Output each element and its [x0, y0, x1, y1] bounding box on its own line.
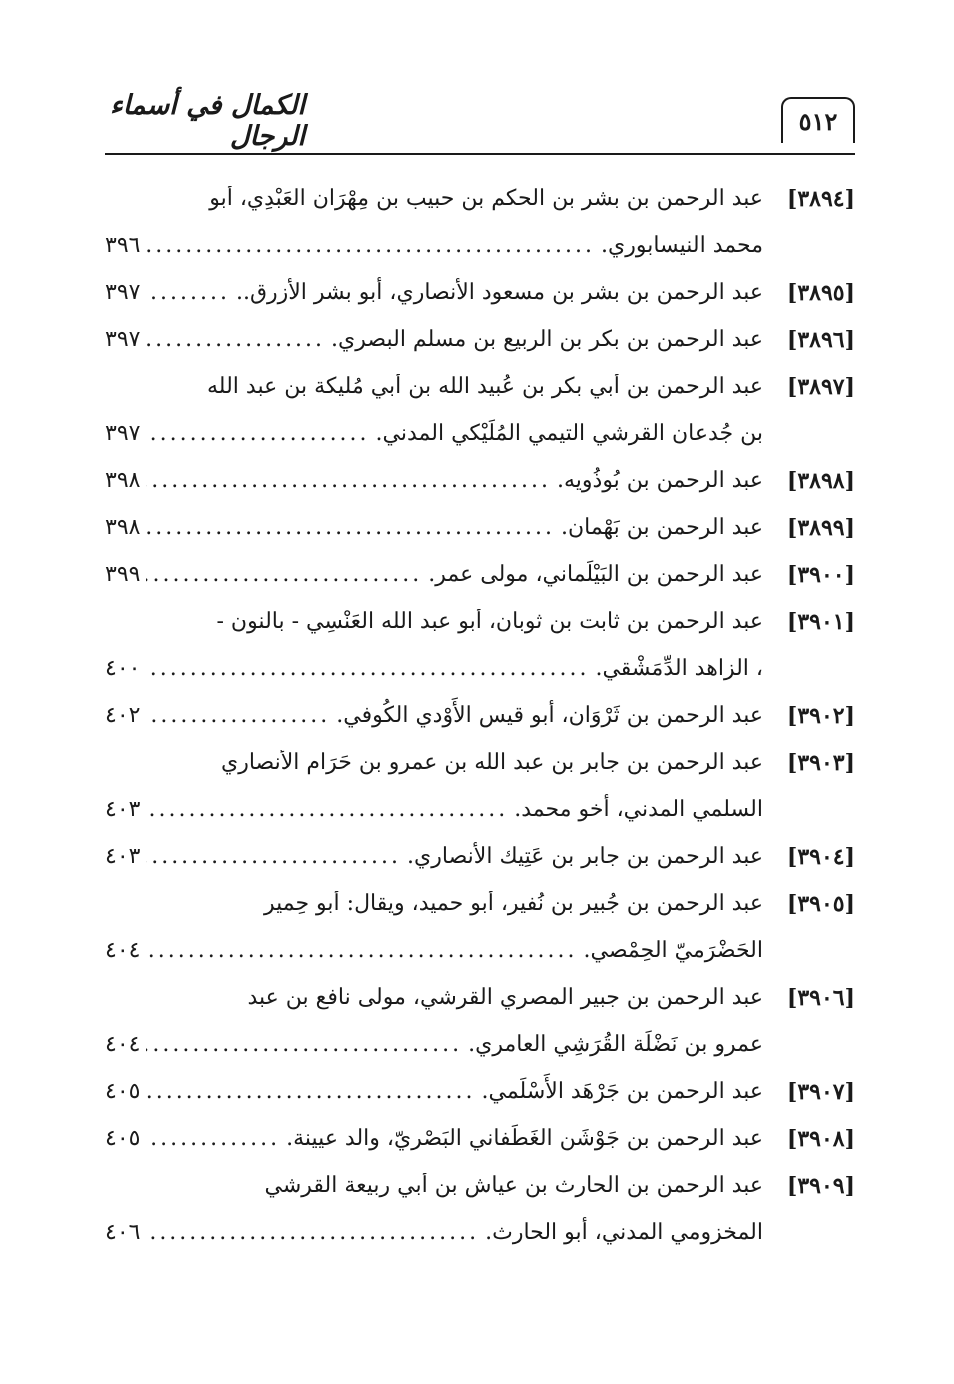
toc-line [105, 504, 855, 551]
dot-leader [146, 1220, 479, 1245]
toc-line [105, 739, 855, 786]
toc-line [105, 316, 855, 363]
entry-page-number: ٤٠٣ [105, 844, 141, 869]
dot-leader [146, 1126, 280, 1151]
toc-line [105, 551, 855, 598]
toc-line [105, 833, 855, 880]
entry-page-number: ٤٠٤ [105, 938, 141, 963]
entry-title: عبد الرحمن بن ثَرْوَان، أبو قيس الأَوْدي الكُوفي. [336, 703, 763, 728]
book-title: الكمال في أسماء الرجال [110, 90, 305, 152]
header-rule [105, 153, 855, 155]
entry-title: عبد الرحمن بن بشر بن الحكم بن حبيب بن مِهْرَان العَبْدِي، أبو [209, 186, 763, 211]
entry-page-number: ٤٠٤ [105, 1032, 141, 1057]
toc-line [105, 645, 855, 692]
entry-number: [٣٨٩٤] [786, 185, 855, 212]
entry-page-number: ٤٠٠ [105, 656, 141, 681]
dot-leader [146, 327, 325, 352]
toc-line [105, 786, 855, 833]
entry-title: عمرو بن نَضْلَة القُرَشِي العامري. [468, 1032, 763, 1057]
entry-title: عبد الرحمن بن أبي بكر بن عُبيد الله بن أبي مُليكة بن عبد الله [207, 374, 763, 399]
entry-title: محمد النيسابوري. [601, 233, 763, 258]
entry-number: [٣٨٩٦] [786, 326, 855, 353]
entry-number: [٣٨٩٧] [786, 373, 855, 400]
table-of-contents [105, 175, 855, 1256]
dot-leader [146, 1079, 475, 1104]
dot-leader [146, 938, 577, 963]
toc-line [105, 269, 855, 316]
entry-page-number: ٤٠٣ [105, 797, 141, 822]
entry-title: الحَضْرَميّ الحِمْصي. [583, 938, 763, 963]
toc-line [105, 1068, 855, 1115]
toc-line [105, 222, 855, 269]
toc-line [105, 1115, 855, 1162]
entry-number: [٣٩٠٦] [786, 984, 855, 1011]
entry-title: عبد الرحمن بن بكر بن الربيع بن مسلم البصري. [331, 327, 763, 352]
entry-title: عبد الرحمن بن الحارث بن عياش بن أبي ربيعة القرشي [264, 1173, 763, 1198]
toc-line [105, 974, 855, 1021]
page-header [105, 90, 855, 155]
toc-line [105, 1162, 855, 1209]
entry-page-number: ٣٩٧ [105, 327, 141, 352]
entry-page-number: ٣٩٨ [105, 515, 141, 540]
entry-title: عبد الرحمن بن بشر بن مسعود الأنصاري، أبو بشر الأزرق.. [235, 280, 763, 305]
entry-title: عبد الرحمن بن بَهْمان. [560, 515, 763, 540]
entry-number: [٣٨٩٩] [786, 514, 855, 541]
entry-title: عبد الرحمن بن جَوْشَن الغَطَفاني البَصْريّ، والد عيينة. [286, 1126, 763, 1151]
entry-number: [٣٩٠٠] [786, 561, 855, 588]
entry-title: عبد الرحمن بن جبير المصري القرشي، مولى نافع بن عبد [247, 985, 763, 1010]
dot-leader [146, 421, 369, 446]
entry-page-number: ٤٠٦ [105, 1220, 141, 1245]
dot-leader [146, 656, 589, 681]
entry-page-number: ٣٩٦ [105, 233, 141, 258]
entry-title: عبد الرحمن بن ثابت بن ثوبان، أبو عبد الله العَنْسِي - بالنون - [216, 609, 763, 634]
toc-line [105, 692, 855, 739]
toc-line [105, 927, 855, 974]
dot-leader [146, 468, 551, 493]
entry-page-number: ٣٩٧ [105, 280, 141, 305]
entry-page-number: ٣٩٩ [105, 562, 141, 587]
entry-number: [٣٩٠٨] [786, 1125, 855, 1152]
entry-page-number: ٤٠٥ [105, 1126, 141, 1151]
toc-line [105, 457, 855, 504]
entry-title: بن جُدعان القرشي التيمي المُلَيْكي المدني. [375, 421, 763, 446]
entry-title: ، الزاهد الدِّمَشْقي. [595, 656, 763, 681]
entry-title: عبد الرحمن بن بُوذُويه. [556, 468, 763, 493]
entry-page-number: ٤٠٥ [105, 1079, 141, 1104]
entry-title: عبد الرحمن بن البَيْلَماني، مولى عمر. [428, 562, 763, 587]
entry-title: المخزومي المدني، أبو الحارث. [485, 1220, 763, 1245]
entry-number: [٣٩٠٧] [786, 1078, 855, 1105]
entry-number: [٣٩٠٢] [786, 702, 855, 729]
entry-title: السلمي المدني، أخو محمد. [514, 797, 763, 822]
entry-number: [٣٨٩٥] [786, 279, 855, 306]
toc-line [105, 1021, 855, 1068]
toc-line [105, 175, 855, 222]
dot-leader [146, 797, 508, 822]
dot-leader [146, 515, 555, 540]
toc-line [105, 880, 855, 927]
toc-line [105, 410, 855, 457]
entry-number: [٣٩٠٣] [786, 749, 855, 776]
entry-title: عبد الرحمن بن جُبير بن نُفير، أبو حميد، ويقال: أبو حِمير [263, 891, 763, 916]
dot-leader [146, 562, 422, 587]
entry-title: عبد الرحمن بن جابر بن عبد الله بن عمرو بن حَرَام الأنصاري [221, 750, 763, 775]
entry-number: [٣٩٠٩] [786, 1172, 855, 1199]
toc-line [105, 598, 855, 645]
entry-number: [٣٩٠١] [786, 608, 855, 635]
entry-number: [٣٩٠٥] [786, 890, 855, 917]
entry-page-number: ٣٩٨ [105, 468, 141, 493]
entry-number: [٣٨٩٨] [786, 467, 855, 494]
dot-leader [146, 844, 401, 869]
dot-leader [146, 233, 595, 258]
dot-leader [146, 703, 330, 728]
dot-leader [146, 1032, 462, 1057]
page-number: ٥١٢ [781, 97, 855, 143]
entry-page-number: ٤٠٢ [105, 703, 141, 728]
dot-leader [146, 280, 230, 305]
entry-page-number: ٣٩٧ [105, 421, 141, 446]
toc-line [105, 363, 855, 410]
entry-number: [٣٩٠٤] [786, 843, 855, 870]
entry-title: عبد الرحمن بن جابر بن عَتِيك الأنصاري. [407, 844, 763, 869]
entry-title: عبد الرحمن بن جَرْهَد الأَسْلَمي. [481, 1079, 763, 1104]
toc-line [105, 1209, 855, 1256]
